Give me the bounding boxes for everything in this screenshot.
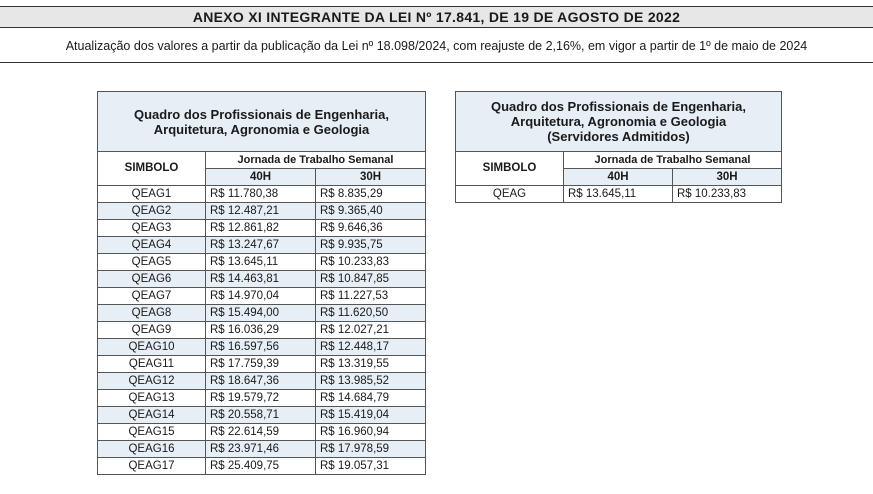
table2-body [456, 186, 782, 203]
table2-header-workload: Jornada de Trabalho Semanal [564, 152, 782, 169]
symbol-cell: QEAG8 [98, 305, 206, 322]
symbol-cell: QEAG4 [98, 237, 206, 254]
salary-30h-cell: R$ 13.985,52 [316, 373, 426, 390]
symbol-cell: QEAG9 [98, 322, 206, 339]
table2-caption-line2: Arquitetura, Agronomia e Geologia [510, 114, 727, 129]
table-row [98, 339, 426, 356]
salary-40h-cell: R$ 13.645,11 [206, 254, 316, 271]
salary-40h-cell: R$ 22.614,59 [206, 424, 316, 441]
annex-title: ANEXO XI INTEGRANTE DA LEI Nº 17.841, DE 19 DE AGOSTO DE 2022 [0, 6, 873, 28]
table-row [98, 237, 426, 254]
salary-40h-cell: R$ 17.759,39 [206, 356, 316, 373]
salary-30h-cell: R$ 16.960,94 [316, 424, 426, 441]
salary-30h-cell: R$ 10.233,83 [316, 254, 426, 271]
table-row [98, 271, 426, 288]
salary-40h-cell: R$ 19.579,72 [206, 390, 316, 407]
table2-header-symbol: SIMBOLO [456, 152, 564, 186]
table-row [98, 390, 426, 407]
salary-30h-cell: R$ 9.365,40 [316, 203, 426, 220]
salary-30h-cell: R$ 10.847,85 [316, 271, 426, 288]
table2-caption [456, 92, 782, 152]
salary-30h-cell: R$ 19.057,31 [316, 458, 426, 475]
table1-header-workload: Jornada de Trabalho Semanal [206, 152, 426, 169]
table1-header-40h: 40H [206, 169, 316, 186]
table1-caption-line2: Arquitetura, Agronomia e Geologia [153, 121, 370, 137]
symbol-cell: QEAG2 [98, 203, 206, 220]
symbol-cell: QEAG7 [98, 288, 206, 305]
table-row [98, 220, 426, 237]
table-row [98, 458, 426, 475]
symbol-cell: QEAG1 [98, 186, 206, 203]
salary-30h-cell: R$ 9.935,75 [316, 237, 426, 254]
salary-30h-cell: R$ 10.233,83 [673, 186, 782, 203]
table-row [98, 254, 426, 271]
update-note: Atualização dos valores a partir da publicação da Lei nº 18.098/2024, com reajuste de 2,16%, em vigor a partir de 1º de maio de 2024 [65, 39, 808, 53]
table1-header-symbol: SIMBOLO [98, 152, 206, 186]
salary-table-engineering [97, 91, 426, 475]
salary-40h-cell: R$ 23.971,46 [206, 441, 316, 458]
symbol-cell: QEAG3 [98, 220, 206, 237]
table-row [98, 288, 426, 305]
salary-40h-cell: R$ 13.645,11 [564, 186, 673, 203]
table-row [98, 407, 426, 424]
salary-40h-cell: R$ 13.247,67 [206, 237, 316, 254]
table2-caption-line1: Quadro dos Profissionais de Engenharia, [491, 99, 746, 114]
salary-40h-cell: R$ 14.463,81 [206, 271, 316, 288]
salary-30h-cell: R$ 9.646,36 [316, 220, 426, 237]
divider-rule [0, 62, 873, 63]
table1-header-30h: 30H [316, 169, 426, 186]
salary-30h-cell: R$ 17.978,59 [316, 441, 426, 458]
salary-30h-cell: R$ 15.419,04 [316, 407, 426, 424]
salary-40h-cell: R$ 12.861,82 [206, 220, 316, 237]
table2-caption-line3: (Servidores Admitidos) [547, 129, 690, 144]
table-row [456, 186, 782, 203]
salary-30h-cell: R$ 14.684,79 [316, 390, 426, 407]
table2-header-40h: 40H [564, 169, 673, 186]
table1-caption-line1: Quadro dos Profissionais de Engenharia, [134, 106, 389, 122]
table-row [98, 424, 426, 441]
salary-40h-cell: R$ 14.970,04 [206, 288, 316, 305]
salary-40h-cell: R$ 12.487,21 [206, 203, 316, 220]
table-row [98, 305, 426, 322]
table-row [98, 203, 426, 220]
salary-40h-cell: R$ 16.036,29 [206, 322, 316, 339]
salary-30h-cell: R$ 13.319,55 [316, 356, 426, 373]
salary-40h-cell: R$ 25.409,75 [206, 458, 316, 475]
table2-header-30h: 30H [673, 169, 782, 186]
salary-40h-cell: R$ 11.780,38 [206, 186, 316, 203]
salary-30h-cell: R$ 12.448,17 [316, 339, 426, 356]
symbol-cell: QEAG14 [98, 407, 206, 424]
table-row [98, 441, 426, 458]
salary-40h-cell: R$ 20.558,71 [206, 407, 316, 424]
table1-body [98, 186, 426, 475]
salary-30h-cell: R$ 8.835,29 [316, 186, 426, 203]
salary-40h-cell: R$ 15.494,00 [206, 305, 316, 322]
symbol-cell: QEAG17 [98, 458, 206, 475]
salary-30h-cell: R$ 12.027,21 [316, 322, 426, 339]
table-row [98, 186, 426, 203]
table-row [98, 322, 426, 339]
symbol-cell: QEAG11 [98, 356, 206, 373]
salary-40h-cell: R$ 18.647,36 [206, 373, 316, 390]
symbol-cell: QEAG16 [98, 441, 206, 458]
salary-30h-cell: R$ 11.620,50 [316, 305, 426, 322]
table-row [98, 356, 426, 373]
symbol-cell: QEAG13 [98, 390, 206, 407]
table1-caption [98, 92, 426, 152]
salary-table-admitted [455, 91, 782, 203]
salary-40h-cell: R$ 16.597,56 [206, 339, 316, 356]
symbol-cell: QEAG5 [98, 254, 206, 271]
symbol-cell: QEAG10 [98, 339, 206, 356]
symbol-cell: QEAG15 [98, 424, 206, 441]
salary-30h-cell: R$ 11.227,53 [316, 288, 426, 305]
table-row [98, 373, 426, 390]
symbol-cell: QEAG6 [98, 271, 206, 288]
symbol-cell: QEAG12 [98, 373, 206, 390]
symbol-cell: QEAG [456, 186, 564, 203]
